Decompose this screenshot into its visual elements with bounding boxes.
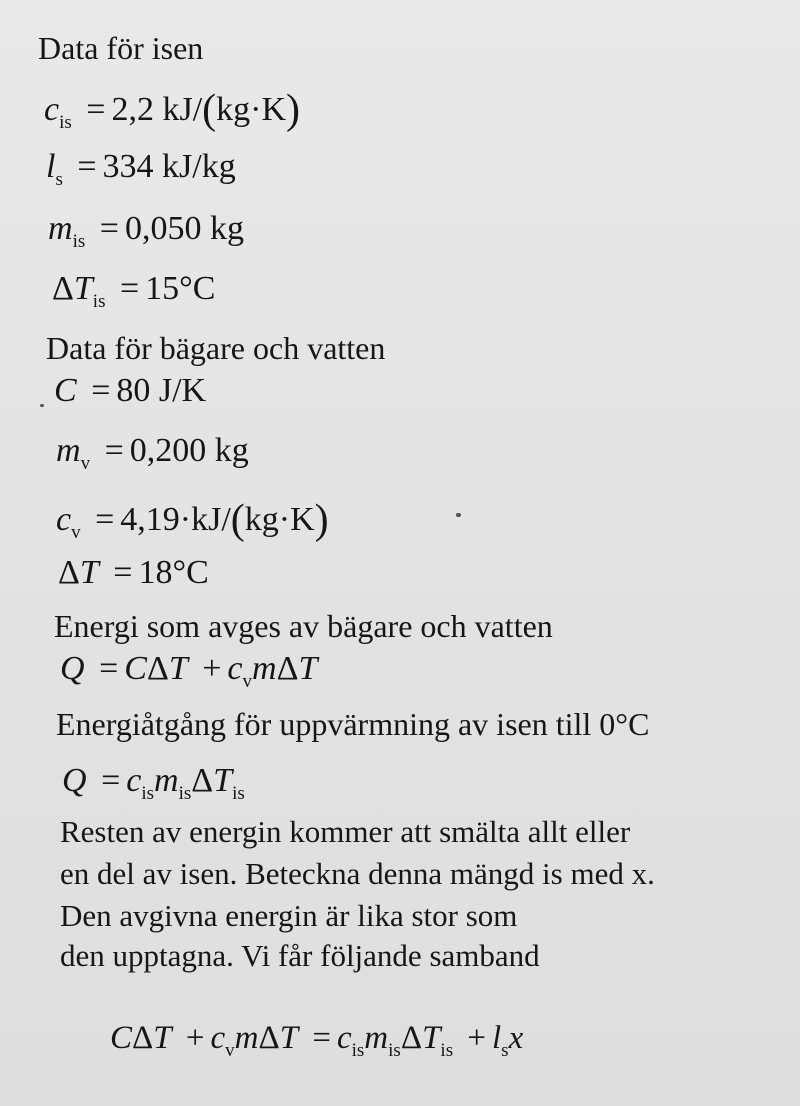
equals: = (312, 1020, 331, 1056)
c-capital-symbol: C (110, 1020, 133, 1056)
t-symbol: T (213, 762, 233, 799)
m-symbol: m (364, 1020, 389, 1056)
delta-symbol: Δ (52, 270, 74, 307)
delta-symbol: Δ (191, 762, 214, 799)
t-symbol: T (79, 554, 99, 591)
q-symbol: Q (60, 650, 85, 687)
ice-delta-t (52, 270, 216, 312)
equals: = (95, 501, 115, 538)
c-capital-symbol: C (124, 650, 147, 687)
equals: = (104, 432, 124, 469)
paren-open: ( (202, 87, 217, 133)
beaker-heading: Data för bägare och vatten (46, 330, 386, 366)
t-symbol: T (73, 270, 93, 307)
paragraph-line-1: Resten av energin kommer att smälta allt eller (60, 814, 631, 849)
m-symbol: m (252, 650, 277, 687)
c-symbol: c (210, 1020, 226, 1056)
beaker-heat-capacity (54, 374, 206, 408)
delta-symbol: Δ (132, 1020, 154, 1056)
delta-symbol: Δ (258, 1020, 280, 1056)
water-specific-heat (56, 496, 329, 543)
plus: + (185, 1020, 205, 1056)
dust-speck (40, 404, 44, 407)
c-symbol: c (227, 650, 243, 687)
unit: kg·K (216, 91, 287, 128)
t-symbol: T (168, 650, 188, 687)
plus: + (202, 650, 222, 687)
c-subscript: v (242, 671, 253, 692)
c-symbol: c (336, 1020, 352, 1056)
beaker-delta-t (58, 556, 209, 590)
delta-symbol: Δ (58, 554, 80, 591)
m-subscript: is (388, 1040, 401, 1061)
equals: = (101, 762, 121, 799)
x-symbol: x (508, 1020, 524, 1056)
ice-specific-heat (44, 86, 301, 133)
c-symbol: c (56, 501, 72, 538)
t-symbol: T (153, 1020, 172, 1056)
water-mass (56, 432, 249, 474)
value: 18°C (138, 554, 209, 591)
l-subscript: s (55, 169, 63, 190)
t-subscript: is (92, 291, 106, 312)
energy-heat-equation (62, 762, 245, 804)
paragraph-line-4: den upptagna. Vi får följande samband (60, 938, 540, 973)
paragraph-line-3: Den avgivna energin är lika stor som (60, 898, 518, 933)
t-symbol: T (298, 650, 318, 687)
equals: = (99, 650, 119, 687)
value: 0,200 kg (129, 432, 249, 469)
value: 0,050 kg (124, 210, 244, 247)
ice-mass (48, 210, 244, 252)
plus: + (467, 1020, 486, 1056)
equals: = (91, 372, 111, 409)
t-symbol: T (279, 1020, 299, 1056)
equals: = (77, 148, 97, 185)
value: 80 J/K (116, 372, 207, 409)
final-equation (110, 1020, 524, 1061)
ice-heading: Data för isen (38, 30, 204, 66)
delta-symbol: Δ (400, 1020, 423, 1056)
l-symbol: l (491, 1020, 502, 1056)
equals: = (86, 91, 106, 128)
m-symbol: m (56, 432, 81, 469)
paren-open: ( (230, 497, 245, 543)
paren-close: ) (286, 87, 301, 133)
unit: kg·K (244, 501, 315, 538)
q-symbol: Q (62, 762, 87, 799)
paragraph-line-2: en del av isen. Beteckna denna mängd is med x. (60, 856, 655, 891)
m-symbol: m (234, 1020, 259, 1056)
dust-speck (456, 513, 461, 517)
value: 4,19·kJ/ (120, 501, 231, 538)
energy-heat-heading: Energiåtgång för uppvärmning av isen till 0°C (56, 706, 650, 742)
t-subscript: is (232, 783, 245, 804)
m-symbol: m (154, 762, 179, 799)
m-symbol: m (48, 210, 73, 247)
m-subscript: is (72, 231, 86, 252)
l-symbol: l (46, 148, 56, 185)
c-symbol: c (126, 762, 142, 799)
t-symbol: T (422, 1020, 441, 1056)
value: 2,2 kJ/ (111, 91, 203, 128)
energy-given-heading: Energi som avges av bägare och vatten (54, 608, 553, 644)
c-subscript: is (59, 112, 72, 133)
t-subscript: is (440, 1040, 454, 1061)
paren-close: ) (314, 497, 329, 543)
equals: = (113, 554, 133, 591)
value: 15°C (145, 270, 216, 307)
equals: = (99, 210, 119, 247)
energy-given-equation (60, 650, 318, 692)
c-symbol: c (44, 91, 60, 128)
m-subscript: v (80, 453, 91, 474)
ice-latent-heat (46, 148, 236, 190)
m-subscript: is (178, 783, 192, 804)
c-subscript: v (71, 522, 81, 543)
delta-symbol: Δ (146, 650, 169, 687)
c-subscript: is (141, 783, 155, 804)
delta-symbol: Δ (276, 650, 299, 687)
l-subscript: s (501, 1040, 509, 1061)
c-capital-symbol: C (54, 372, 77, 409)
c-subscript: v (225, 1040, 235, 1061)
equals: = (119, 270, 140, 307)
value: 334 kJ/kg (102, 148, 236, 185)
c-subscript: is (351, 1040, 365, 1061)
